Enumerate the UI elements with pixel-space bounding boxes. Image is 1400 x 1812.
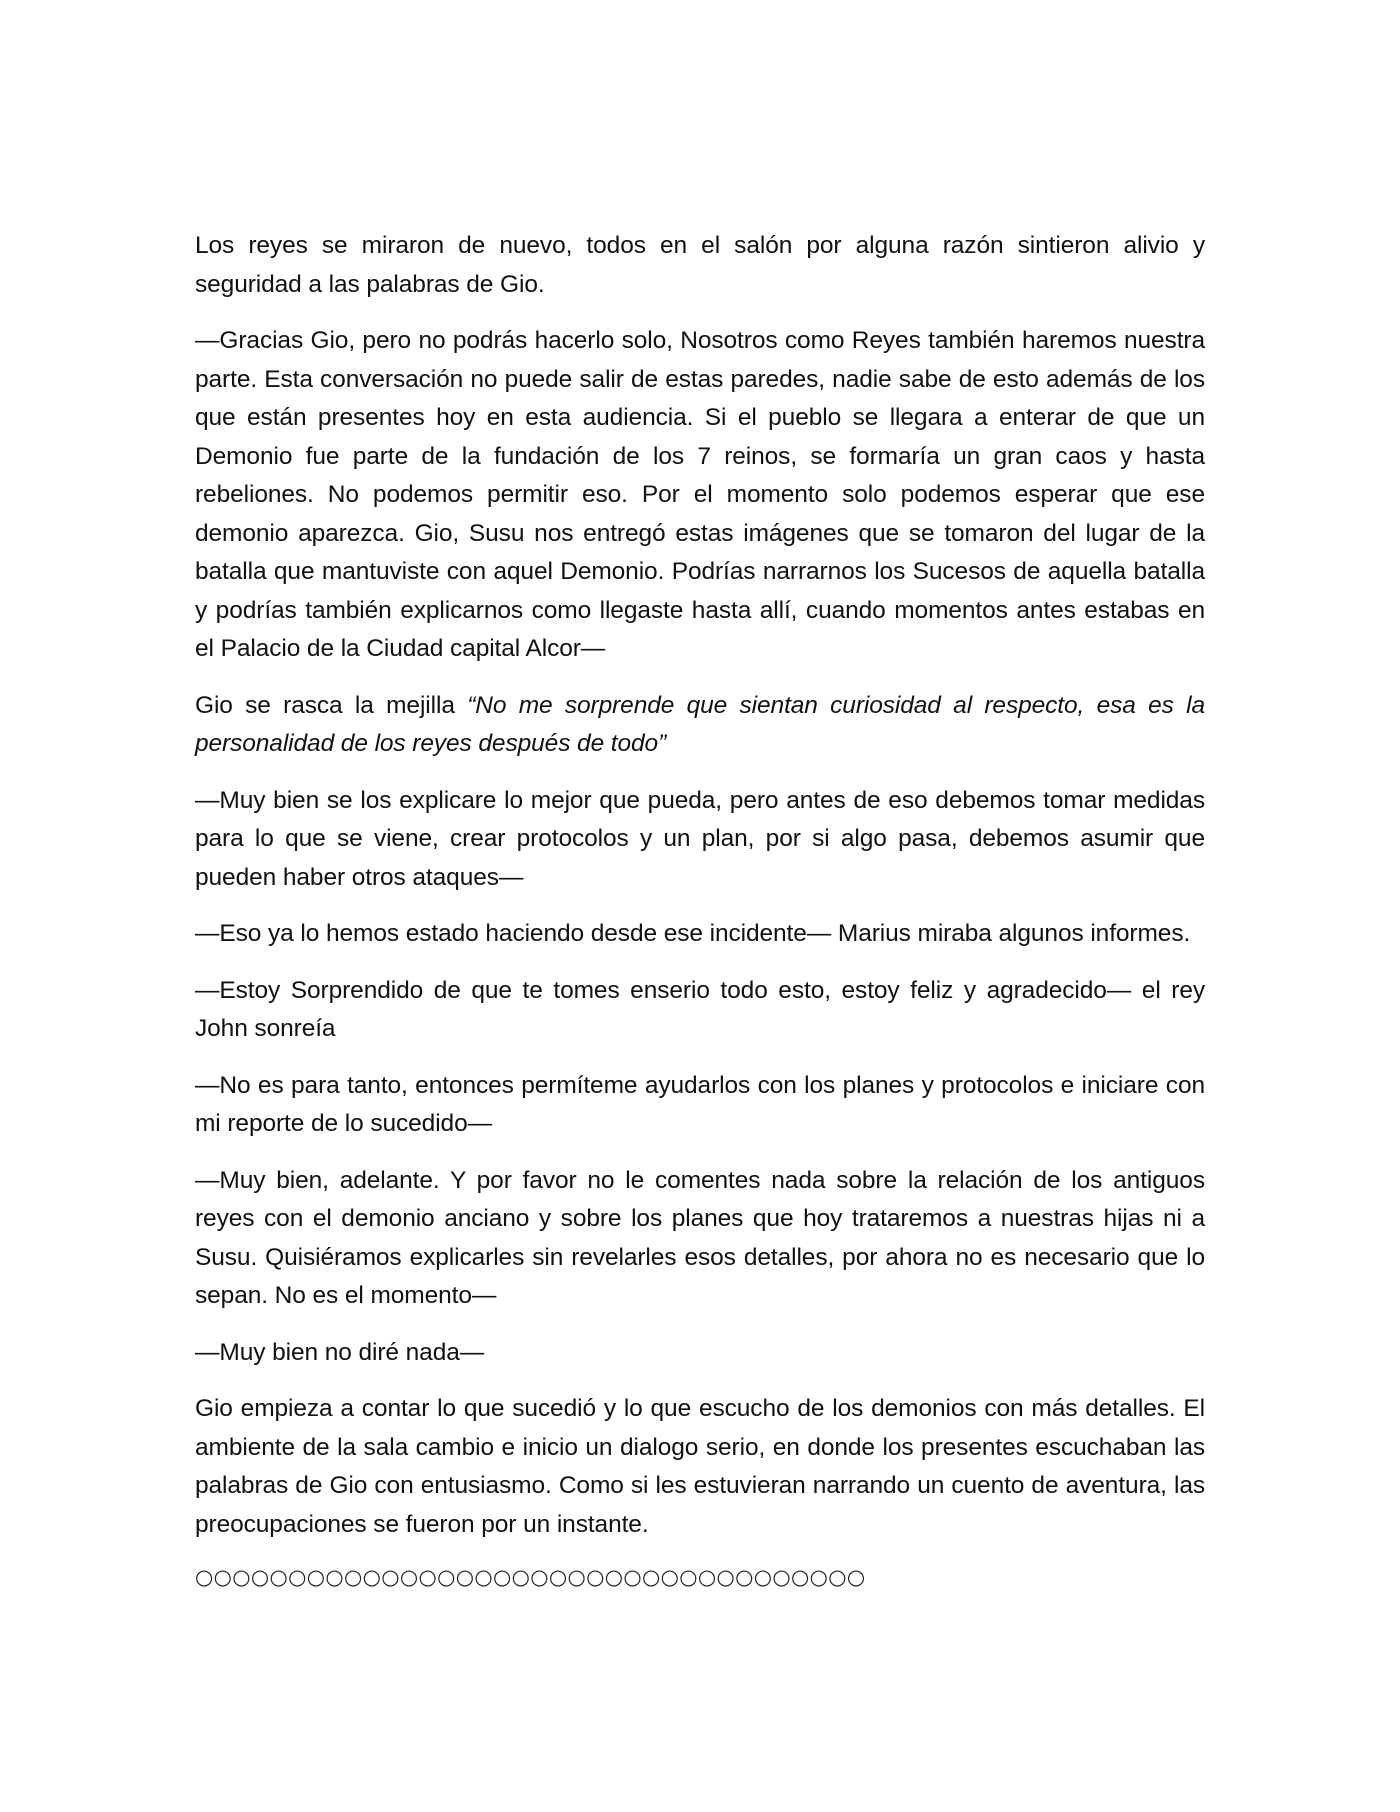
paragraph-1: Los reyes se miraron de nuevo, todos en el salón por alguna razón sintieron alivio y seguridad a las palabras de Gio.	[195, 232, 1205, 298]
paragraph-2: —Gracias Gio, pero no podrás hacerlo solo, Nosotros como Reyes también haremos nuestra parte. Esta conversación no puede salir de estas paredes, nadie sabe de esto además de los que están presentes hoy en esta audiencia. Si el pueblo se llegara a enterar de que un Demonio fue parte de la fundación de los 7 reinos, se formaría un gran caos y hasta rebeliones. No podemos permitir eso. Por el momento solo podemos esperar que ese demonio aparezca. Gio, Susu nos entregó estas imágenes que se tomaron del lugar de la batalla que mantuviste con aquel Demonio. Podrías narrarnos los Sucesos de aquella batalla y podrías también explicarnos como llegaste hasta allí, cuando momentos antes estabas en el Palacio de la Ciudad capital Alcor—	[195, 327, 1205, 662]
paragraph-3-thought: “No me sorprende que sientan curiosidad al respecto, esa es la personalidad de los reyes después de todo”	[195, 691, 1205, 757]
paragraph-5: —Eso ya lo hemos estado haciendo desde ese incidente— Marius miraba algunos informes.	[195, 920, 1191, 947]
paragraph-8: —Muy bien, adelante. Y por favor no le comentes nada sobre la relación de los antiguos reyes con el demonio anciano y sobre los planes que hoy trataremos a nuestras hijas ni a Susu. Quisiéramos explicarles sin revelarles esos detalles, por ahora no es necesario que lo sepan. No es el momento—	[195, 1166, 1205, 1309]
document-page	[195, 227, 1205, 1592]
paragraph-3	[195, 687, 1205, 764]
paragraph-10: Gio empieza a contar lo que sucedió y lo que escucho de los demonios con más detalles. El ambiente de la sala cambio e inicio un dialogo serio, en donde los presentes escuchaban las palabras de Gio con entusiasmo. Como si les estuvieran narrando un cuento de aventura, las preocupaciones se fueron por un instante.	[195, 1395, 1205, 1538]
paragraph-9: —Muy bien no diré nada—	[195, 1338, 485, 1366]
paragraph-6: —Estoy Sorprendido de que te tomes enserio todo esto, estoy feliz y agradecido— el rey John sonreía	[195, 976, 1205, 1042]
paragraph-3-text: Gio se rasca la mejilla	[195, 691, 468, 719]
paragraph-7: —No es para tanto, entonces permíteme ayudarlos con los planes y protocolos e iniciare con mi reporte de lo sucedido—	[195, 1071, 1205, 1137]
paragraph-4: —Muy bien se los explicare lo mejor que pueda, pero antes de eso debemos tomar medidas para lo que se viene, crear protocolos y un plan, por si algo pasa, debemos asumir que pueden haber otros ataques—	[195, 786, 1205, 891]
section-separator: ○○○○○○○○○○○○○○○○○○○○○○○○○○○○○○○○○○○○	[195, 1565, 866, 1589]
